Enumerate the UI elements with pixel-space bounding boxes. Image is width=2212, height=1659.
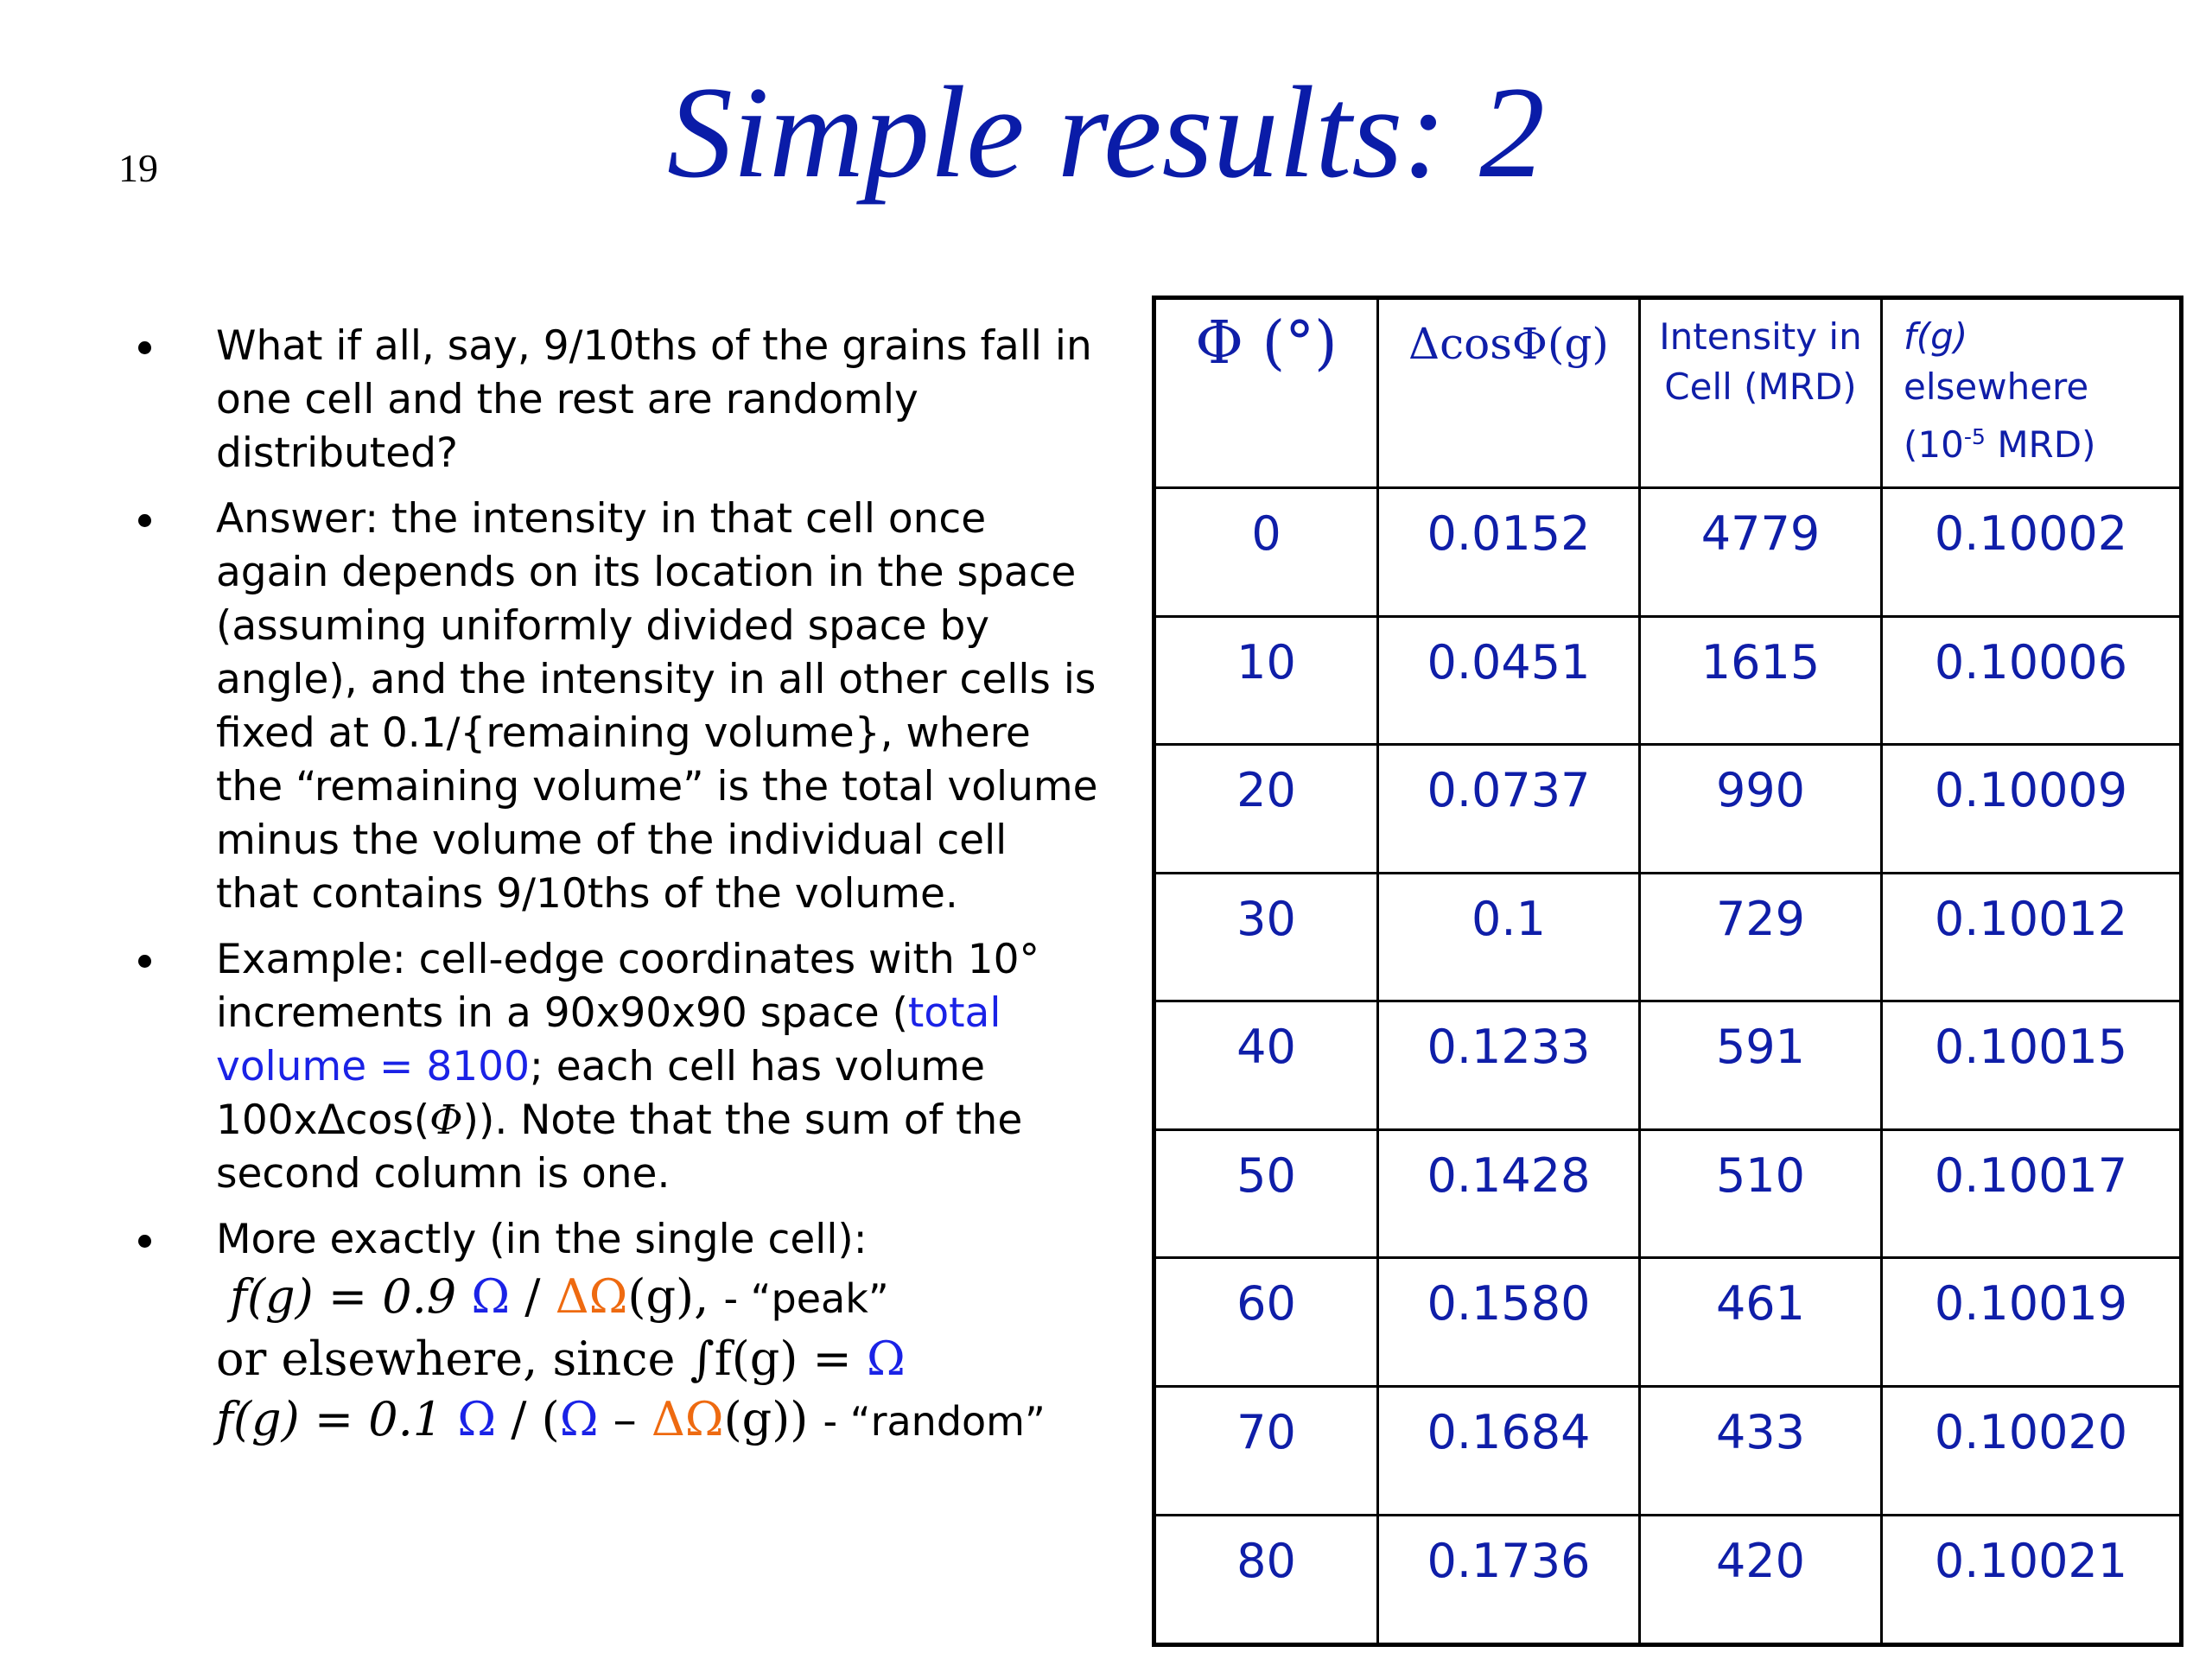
cell-delta-cos: 0.0152 (1378, 488, 1640, 617)
cell-phi: 10 (1154, 616, 1378, 745)
bullet-question-text: What if all, say, 9/10ths of the grains fall in one cell and the rest are randomly distributed? (216, 322, 1092, 477)
more-exactly-text: More exactly (in the single cell): (216, 1216, 868, 1263)
cell-delta-cos: 0.0451 (1378, 616, 1640, 745)
cell-fg: 0.10017 (1882, 1129, 2182, 1258)
header-fg-unit-pre: (10 (1904, 423, 1964, 466)
example-text-pre: Example: cell-edge coordinates with 10° increments in a 90x90x90 space ( (216, 936, 1040, 1037)
cell-fg: 0.10009 (1882, 745, 2182, 874)
eq1-label: - “peak” (723, 1275, 889, 1322)
cell-phi: 70 (1154, 1387, 1378, 1516)
eq3-delta-omega: ΔΩ (651, 1392, 724, 1446)
cell-delta-cos: 0.1 (1378, 873, 1640, 1001)
table-header-row (1154, 298, 2182, 488)
eq2-omega: Ω (866, 1332, 906, 1386)
header-fg (1882, 298, 2182, 488)
table-row (1154, 745, 2182, 874)
header-fg-unit-exp: -5 (1963, 424, 1986, 449)
results-table-wrapper (1152, 296, 2183, 1647)
results-table (1152, 296, 2183, 1647)
bullet-example (125, 933, 1102, 1201)
cell-fg: 0.10012 (1882, 873, 2182, 1001)
cell-fg: 0.10021 (1882, 1515, 2182, 1644)
header-delta-cos: ΔcosΦ(g) (1378, 298, 1640, 488)
bullet-answer (125, 493, 1102, 921)
bullet-dot-icon (138, 955, 151, 968)
cell-fg: 0.10002 (1882, 488, 2182, 617)
slide-title: Simple results: 2 (666, 60, 1546, 205)
header-phi: Φ (°) (1154, 298, 1378, 488)
table-row (1154, 1001, 2182, 1130)
cell-intensity: 420 (1640, 1515, 1882, 1644)
cell-phi: 50 (1154, 1129, 1378, 1258)
cell-delta-cos: 0.1684 (1378, 1387, 1640, 1516)
table-row (1154, 873, 2182, 1001)
cell-phi: 20 (1154, 745, 1378, 874)
cell-phi: 80 (1154, 1515, 1378, 1644)
cell-delta-cos: 0.0737 (1378, 745, 1640, 874)
example-text-mid: ; each cell has volume 100xΔcos( (216, 1043, 986, 1144)
cell-delta-cos: 0.1580 (1378, 1258, 1640, 1387)
equation-peak (216, 1267, 1102, 1329)
eq1-lhs: f(g) = 0.9 (230, 1269, 472, 1324)
cell-intensity: 1615 (1640, 616, 1882, 745)
eq1-slash: / (510, 1269, 556, 1324)
cell-fg: 0.10019 (1882, 1258, 2182, 1387)
bullet-answer-text: Answer: the intensity in that cell once again depends on its location in the space (assuming uniformly divided space by angle), and the intensity in all other cells is fixed at 0.1/{remaining volume}, where the “remaining volume” is the total volume minus the volume of the individual cell that contains 9/10ths of the volume. (216, 495, 1098, 918)
eq1-omega: Ω (471, 1269, 511, 1324)
total-volume-highlight: total volume = 8100 (216, 989, 1001, 1090)
eq3-tail: (g)) (723, 1392, 823, 1446)
bullet-dot-icon (138, 1235, 151, 1248)
header-fg-symbol: f(g) (1904, 315, 1968, 358)
eq3-mid: / ( (496, 1392, 560, 1446)
eq3-omega: Ω (457, 1392, 497, 1446)
cell-phi: 30 (1154, 873, 1378, 1001)
cell-delta-cos: 0.1736 (1378, 1515, 1640, 1644)
table-row (1154, 616, 2182, 745)
eq3-label: - “random” (823, 1398, 1046, 1445)
equation-elsewhere (216, 1329, 1102, 1389)
cell-intensity: 510 (1640, 1129, 1882, 1258)
page-number: 19 (118, 146, 158, 190)
cell-intensity: 729 (1640, 873, 1882, 1001)
cell-intensity: 591 (1640, 1001, 1882, 1130)
cell-intensity: 990 (1640, 745, 1882, 874)
bullet-list (125, 320, 1102, 1452)
table-row (1154, 1387, 2182, 1516)
eq1-tail: (g), (627, 1269, 724, 1324)
eq2-text: or elsewhere, since ∫f(g) = (216, 1332, 867, 1386)
table-body (1154, 488, 2182, 1645)
eq3-lhs: f(g) = 0.1 (216, 1392, 458, 1446)
cell-fg: 0.10020 (1882, 1387, 2182, 1516)
cell-intensity: 433 (1640, 1387, 1882, 1516)
header-intensity: Intensity in Cell (MRD) (1640, 298, 1882, 488)
eq3-omega2: Ω (559, 1392, 599, 1446)
bullet-more-exactly (125, 1213, 1102, 1452)
cell-delta-cos: 0.1233 (1378, 1001, 1640, 1130)
cell-intensity: 4779 (1640, 488, 1882, 617)
bullet-dot-icon (138, 341, 151, 354)
eq3-minus: – (598, 1392, 652, 1446)
table-row (1154, 488, 2182, 617)
cell-fg: 0.10015 (1882, 1001, 2182, 1130)
bullet-question (125, 320, 1102, 480)
eq1-delta-omega: ΔΩ (555, 1269, 628, 1324)
table-row (1154, 1129, 2182, 1258)
bullet-content (125, 320, 1102, 1464)
table-row (1154, 1258, 2182, 1387)
cell-phi: 40 (1154, 1001, 1378, 1130)
phi-symbol: Φ (429, 1096, 463, 1144)
example-text-post: )). Note that the sum of the second column is one. (216, 1096, 1023, 1198)
cell-intensity: 461 (1640, 1258, 1882, 1387)
cell-phi: 0 (1154, 488, 1378, 617)
table-row (1154, 1515, 2182, 1644)
cell-phi: 60 (1154, 1258, 1378, 1387)
cell-fg: 0.10006 (1882, 616, 2182, 745)
bullet-dot-icon (138, 514, 151, 527)
header-fg-elsewhere: elsewhere (1904, 365, 2089, 408)
cell-delta-cos: 0.1428 (1378, 1129, 1640, 1258)
header-fg-unit-post: MRD) (1985, 423, 2096, 466)
equation-random (216, 1389, 1102, 1452)
